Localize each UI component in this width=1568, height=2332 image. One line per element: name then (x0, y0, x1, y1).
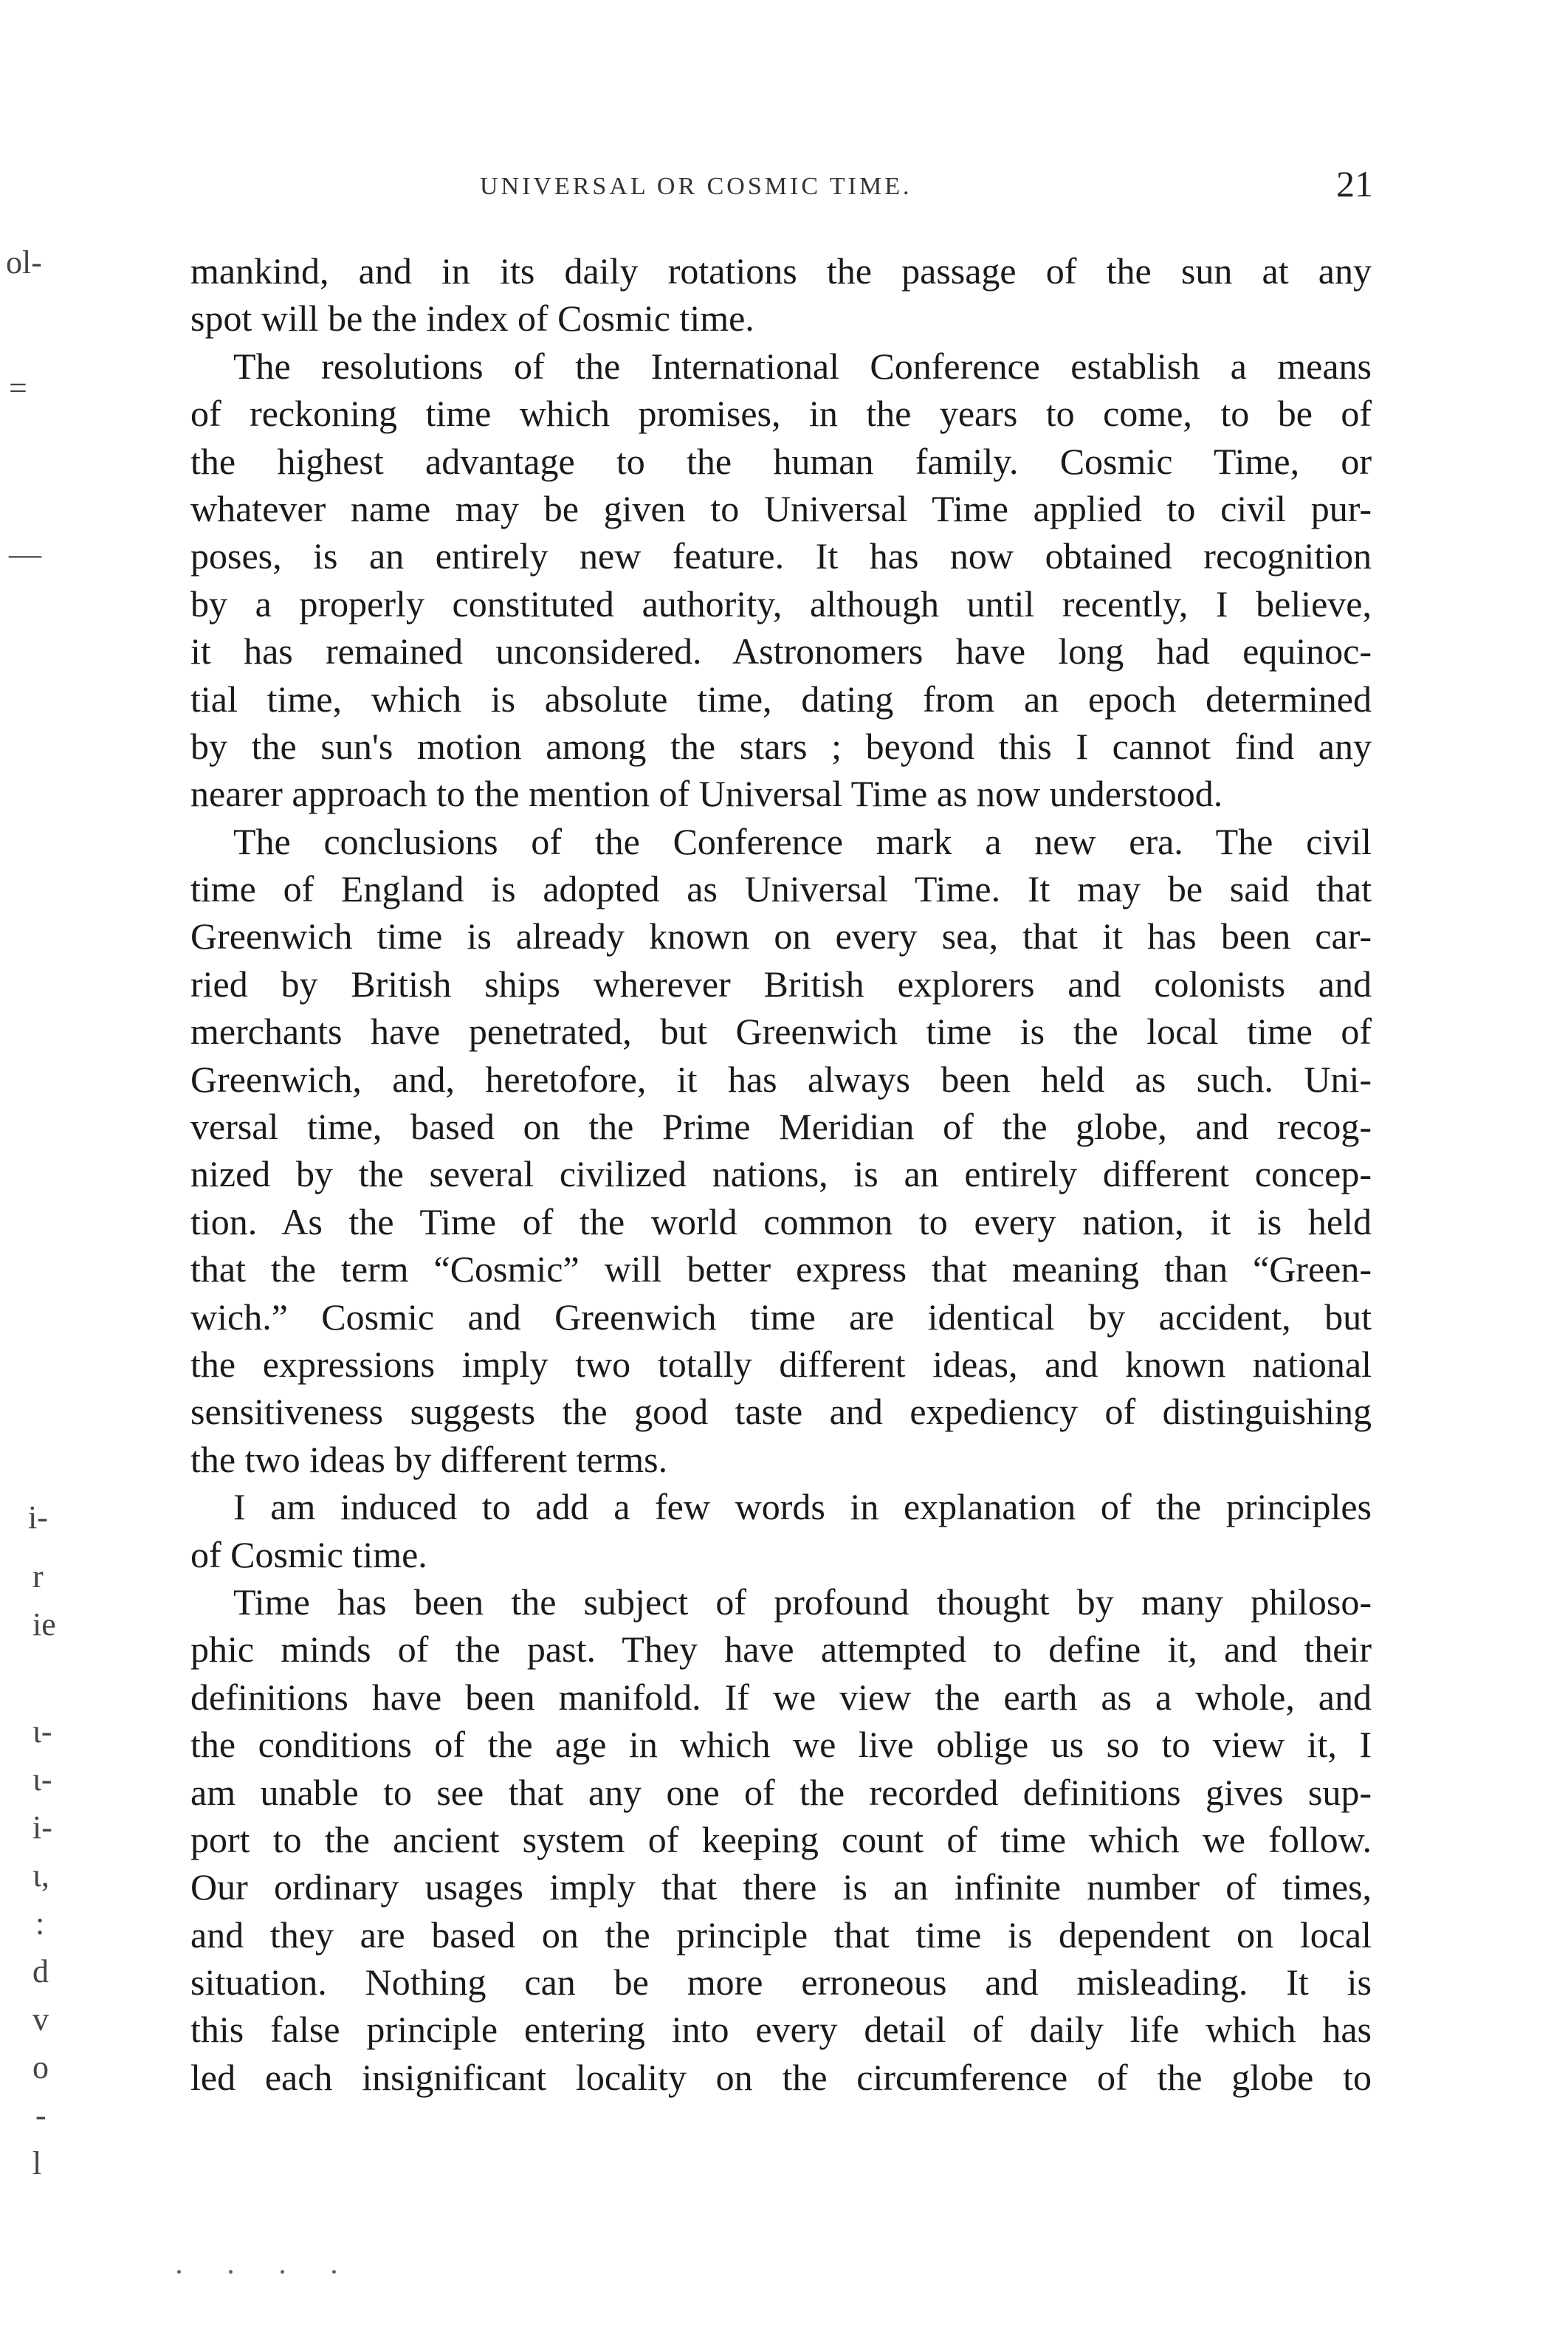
left-margin-fragments (0, 0, 89, 2332)
margin-fragment: - (35, 2097, 47, 2133)
text-line: tial time, which is absolute time, dating from an epoch determined (190, 678, 1372, 720)
text-line: Our ordinary usages imply that there is an infinite number of times, (190, 1866, 1372, 1908)
margin-fragment: ι- (32, 1713, 52, 1750)
text-line: the expressions imply two totally different ideas, and known national (190, 1343, 1372, 1385)
margin-fragment: l (32, 2145, 42, 2181)
text-line: the two ideas by different terms. (190, 1438, 668, 1480)
text-line: situation. Nothing can be more erroneous and misleading. It is (190, 1961, 1372, 2003)
text-line: Greenwich, and, heretofore, it has always been held as such. Uni- (190, 1058, 1372, 1100)
text-line: definitions have been manifold. If we view the earth as a whole, and (190, 1676, 1372, 1718)
text-line: The conclusions of the Conference mark a new era. The civil (233, 820, 1372, 862)
text-line: by the sun's motion among the stars ; beyond this I cannot find any (190, 725, 1372, 767)
text-line: it has remained unconsidered. Astronomers have long had equinoc- (190, 630, 1372, 673)
page-header (185, 159, 1373, 219)
margin-fragment: ie (32, 1606, 56, 1643)
text-line: phic minds of the past. They have attempted to define it, and their (190, 1628, 1372, 1671)
text-line: tion. As the Time of the world common to every nation, it is held (190, 1200, 1372, 1242)
text-line: and they are based on the principle that time is dependent on local (190, 1913, 1372, 1956)
text-line: ried by British ships wherever British explorers and colonists and (190, 963, 1372, 1005)
margin-fragment: o (32, 2049, 49, 2085)
margin-fragment: ι- (32, 1761, 52, 1798)
margin-fragment: — (9, 536, 41, 572)
running-head: UNIVERSAL OR COSMIC TIME. (480, 173, 912, 200)
bottom-specks (177, 2270, 369, 2285)
text-line: by a properly constituted authority, although until recently, I believe, (190, 582, 1372, 625)
text-line: poses, is an entirely new feature. It has now obtained recognition (190, 535, 1372, 577)
margin-fragment: : (35, 1905, 45, 1941)
page-number: 21 (1336, 163, 1373, 204)
text-line: nearer approach to the mention of Universal Time as now understood. (190, 773, 1223, 815)
margin-fragment: = (9, 370, 27, 406)
margin-fragment: i- (28, 1499, 48, 1535)
text-line: the conditions of the age in which we live oblige us so to view it, I (190, 1724, 1372, 1766)
text-line: port to the ancient system of keeping count of time which we follow. (190, 1818, 1372, 1860)
text-line: of reckoning time which promises, in the years to come, to be of (190, 393, 1372, 435)
text-line: Greenwich time is already known on every sea, that it has been car- (190, 915, 1372, 957)
text-line: nized by the several civilized nations, is an entirely different concep- (190, 1153, 1372, 1195)
margin-fragment: r (32, 1558, 44, 1595)
margin-fragment: i- (32, 1809, 52, 1846)
text-line: I am induced to add a few words in explanation of the principles (233, 1486, 1372, 1528)
margin-fragment: ol- (6, 244, 42, 281)
body-text (190, 247, 1372, 2101)
text-line: the highest advantage to the human family. Cosmic Time, or (190, 440, 1372, 482)
text-line: Time has been the subject of profound thought by many philoso- (233, 1581, 1372, 1623)
text-line: am unable to see that any one of the recorded definitions gives sup- (190, 1771, 1372, 1813)
text-line: that the term “Cosmic” will better express that meaning than “Green- (190, 1248, 1372, 1290)
text-line: sensitiveness suggests the good taste and expediency of distinguishing (190, 1391, 1372, 1433)
margin-fragment: ι, (32, 1857, 49, 1894)
text-line: spot will be the index of Cosmic time. (190, 297, 754, 340)
text-line: mankind, and in its daily rotations the passage of the sun at any (190, 250, 1372, 292)
text-line: The resolutions of the International Conference establish a means (233, 345, 1372, 387)
text-line: merchants have penetrated, but Greenwich time is the local time of (190, 1011, 1372, 1053)
text-line: wich.” Cosmic and Greenwich time are identical by accident, but (190, 1296, 1372, 1338)
text-line: this false principle entering into every detail of daily life which has (190, 2009, 1372, 2051)
text-line: led each insignificant locality on the circumference of the globe to (190, 2056, 1372, 2098)
margin-fragment: v (32, 2001, 49, 2037)
margin-fragment: d (32, 1953, 49, 1989)
text-line: of Cosmic time. (190, 1533, 427, 1575)
text-line: time of England is adopted as Universal Time. It may be said that (190, 868, 1372, 910)
text-line: whatever name may be given to Universal Time applied to civil pur- (190, 487, 1372, 529)
text-line: versal time, based on the Prime Meridian of the globe, and recog- (190, 1106, 1372, 1148)
